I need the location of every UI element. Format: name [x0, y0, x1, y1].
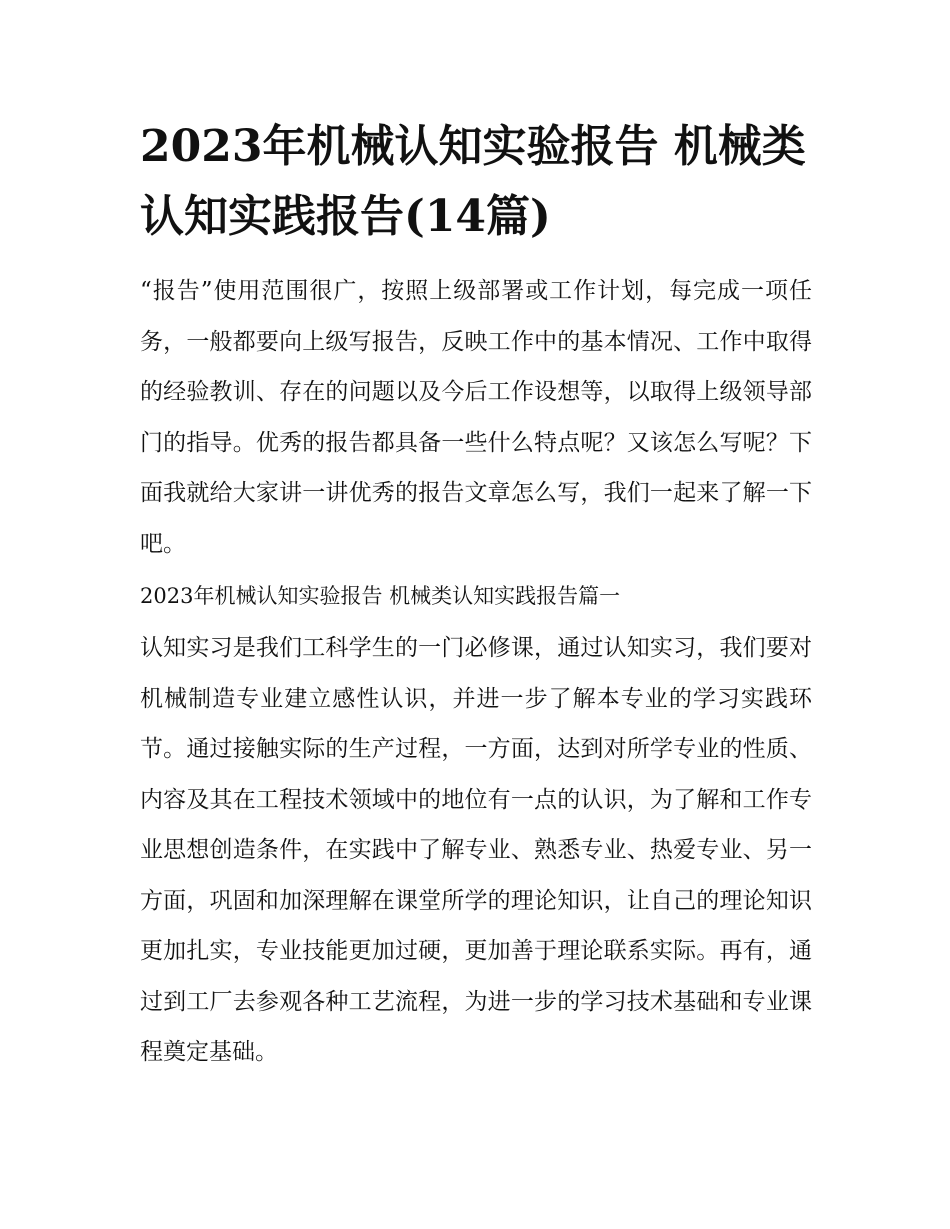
section-heading: 2023年机械认知实验报告 机械类认知实践报告篇一	[140, 584, 621, 608]
intro-paragraph: “报告”使用范围很广，按照上级部署或工作计划，每完成一项任务，一般都要向上级写报告，反映工作中的基本情况、工作中取得的经验教训、存在的问题以及今后工作设想等，以取得上级领导部门的指导。优秀的报告都具备一些什么特点呢？又该怎么写呢？下面我就给大家讲一讲优秀的报告文章怎么写，我们一起来了解一下吧。	[140, 278, 812, 557]
document-page	[140, 112, 812, 1078]
document-title: 2023年机械认知实验报告 机械类认知实践报告(14篇)	[140, 121, 806, 242]
section-body-paragraph: 认知实习是我们工科学生的一门必修课，通过认知实习，我们要对机械制造专业建立感性认识，并进一步了解本专业的学习实践环节。通过接触实际的生产过程，一方面，达到对所学专业的性质、内容及其在工程技术领域中的地位有一点的认识，为了解和工作专业思想创造条件，在实践中了解专业、熟悉专业、热爱专业、另一方面，巩固和加深理解在课堂所学的理论知识，让自己的理论知识更加扎实，专业技能更加过硬，更加善于理论联系实际。再有，通过到工厂去参观各种工艺流程，为进一步的学习技术基础和专业课程奠定基础。	[140, 635, 812, 1065]
